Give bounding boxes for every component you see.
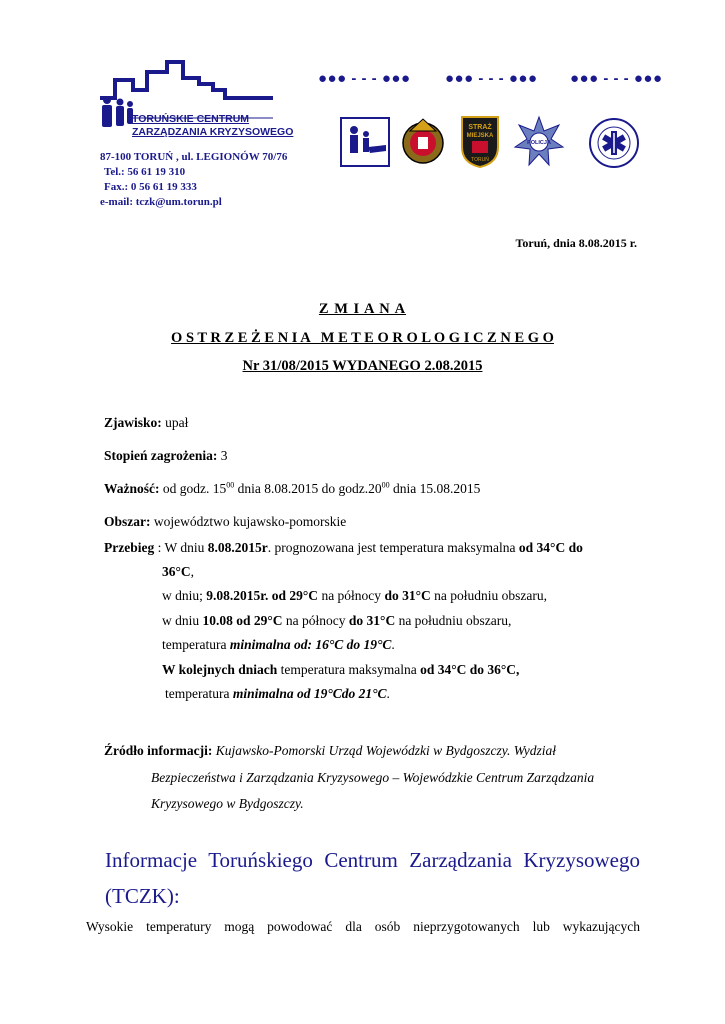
zjawisko-label: Zjawisko:	[104, 415, 162, 430]
przebieg-temp: od 34°C do	[518, 540, 583, 555]
source-label: Źródło informacji:	[104, 743, 213, 758]
email: e-mail: tczk@um.torun.pl	[100, 196, 222, 208]
przebieg-text: na północy	[318, 588, 385, 603]
contact-block	[100, 150, 287, 210]
obszar-line	[104, 514, 346, 530]
dots-separator-1: ●●● - - - ●●●	[318, 70, 411, 87]
przebieg-text: w dniu;	[162, 588, 207, 603]
source-text-3: Kryzysowego w Bydgoszczy.	[151, 796, 304, 811]
przebieg-date: 9.08.2015r. od 29°C	[206, 588, 319, 603]
obszar-value: województwo kujawsko-pomorskie	[150, 514, 347, 529]
info-body-text: Wysokie temperatury mogą powodować dla osób nieprzygotowanych lub wykazujących	[86, 919, 640, 934]
source-text-1: Kujawsko-Pomorski Urząd Wojewódzki w Bydgoszczy. Wydział	[212, 743, 556, 758]
source-line-2	[151, 770, 594, 786]
date-line: Toruń, dnia 8.08.2015 r.	[515, 236, 637, 250]
przebieg-text: ,	[190, 564, 195, 579]
info-heading	[105, 842, 640, 914]
skyline-icon	[100, 62, 273, 98]
ratownictwo-medyczne-icon	[588, 117, 640, 169]
przebieg-temp: 36°C	[162, 564, 191, 579]
obszar-label: Obszar:	[104, 514, 151, 529]
people-icon	[102, 96, 133, 127]
waznosc-sup1: 00	[226, 480, 235, 490]
przebieg-text: na północy	[282, 613, 349, 628]
przebieg-line-3	[162, 588, 547, 604]
dots-separator-2: ●●● - - - ●●●	[445, 70, 538, 87]
title-ostrzezenia: O S T R Z E Ż E N I A M E T E O R O L O G I C Z N E G O	[171, 330, 554, 346]
przebieg-text: . prognozowana jest temperatura maksymalna	[267, 540, 519, 555]
przebieg-text: .	[391, 637, 395, 652]
title-number: Nr 31/08/2015 WYDANEGO 2.08.2015	[242, 358, 483, 374]
przebieg-temp: od 34°C do 36°C,	[420, 662, 520, 677]
przebieg-text: temperatura maksymalna	[277, 662, 421, 677]
zjawisko-value: upał	[161, 415, 189, 430]
przebieg-line-1	[104, 540, 583, 556]
fax: Fax.: 0 56 61 19 333	[104, 181, 197, 193]
phone: Tel.: 56 61 19 310	[104, 166, 186, 178]
svg-text:MIEJSKA: MIEJSKA	[466, 133, 494, 139]
waznosc-label: Ważność:	[104, 481, 160, 496]
przebieg-text: temperatura	[165, 686, 233, 701]
przebieg-label: Przebieg	[104, 540, 155, 555]
waznosc-part3: dnia 15.08.2015	[389, 481, 481, 496]
przebieg-text: .	[386, 686, 390, 701]
waznosc-part1: od godz. 15	[159, 481, 227, 496]
przebieg-date: 10.08 od 29°C	[202, 613, 283, 628]
svg-text:STRAŻ: STRAŻ	[468, 124, 492, 131]
przebieg-min-temp: minimalna od 19°Cdo 21°C	[232, 686, 387, 701]
source-line-3	[151, 796, 304, 812]
przebieg-next-days: W kolejnych dniach	[162, 662, 278, 677]
svg-text:POLICJA: POLICJA	[527, 140, 551, 146]
logo-line2: ZARZĄDZANIA KRYZYSOWEGO	[132, 126, 294, 138]
policja-star-icon	[513, 115, 565, 167]
przebieg-line-7	[165, 686, 390, 702]
zjawisko-line	[104, 415, 188, 431]
przebieg-text: na południu obszaru,	[430, 588, 547, 603]
address: 87-100 TORUŃ , ul. LEGIONÓW 70/76	[100, 151, 288, 163]
waznosc-line	[104, 481, 480, 497]
przebieg-text: temperatura	[162, 637, 230, 652]
waznosc-part2: dnia 8.08.2015 do godz.20	[234, 481, 382, 496]
stopien-value: 3	[217, 448, 228, 463]
source-text-2: Bezpieczeństwa i Zarządzania Kryzysowego – Wojewódzkie Centrum Zarządzania	[151, 770, 595, 785]
info-heading-line2: (TCZK):	[105, 884, 180, 908]
logo-text	[132, 113, 293, 139]
przebieg-line-4	[162, 613, 511, 629]
przebieg-text: : W dniu	[154, 540, 208, 555]
przebieg-text: na południu obszaru,	[395, 613, 512, 628]
fire-brigade-emblem-icon	[400, 117, 446, 165]
przebieg-line-5	[162, 637, 395, 653]
svg-text:TORUŃ: TORUŃ	[471, 157, 489, 163]
straz-miejska-badge-icon	[458, 113, 502, 169]
przebieg-min-temp: minimalna od: 16°C do 19°C	[229, 637, 392, 652]
source-line-1	[104, 743, 556, 759]
przebieg-temp: do 31°C	[384, 588, 431, 603]
przebieg-text: w dniu	[162, 613, 203, 628]
dots-separator-3: ●●● - - - ●●●	[570, 70, 663, 87]
stopien-line	[104, 448, 228, 464]
przebieg-line-2	[162, 564, 194, 580]
social-help-icon	[340, 117, 390, 167]
waznosc-sup2: 00	[381, 480, 390, 490]
title-zmiana: Z M I A N A	[318, 301, 407, 317]
przebieg-line-6	[162, 662, 519, 678]
logo-line1: TORUŃSKIE CENTRUM	[132, 113, 250, 125]
przebieg-date: 8.08.2015r	[207, 540, 268, 555]
stopien-label: Stopień zagrożenia:	[104, 448, 218, 463]
info-heading-line1: Informacje Toruńskiego Centrum Zarządzania Kryzysowego	[105, 848, 640, 872]
przebieg-temp: do 31°C	[348, 613, 396, 628]
